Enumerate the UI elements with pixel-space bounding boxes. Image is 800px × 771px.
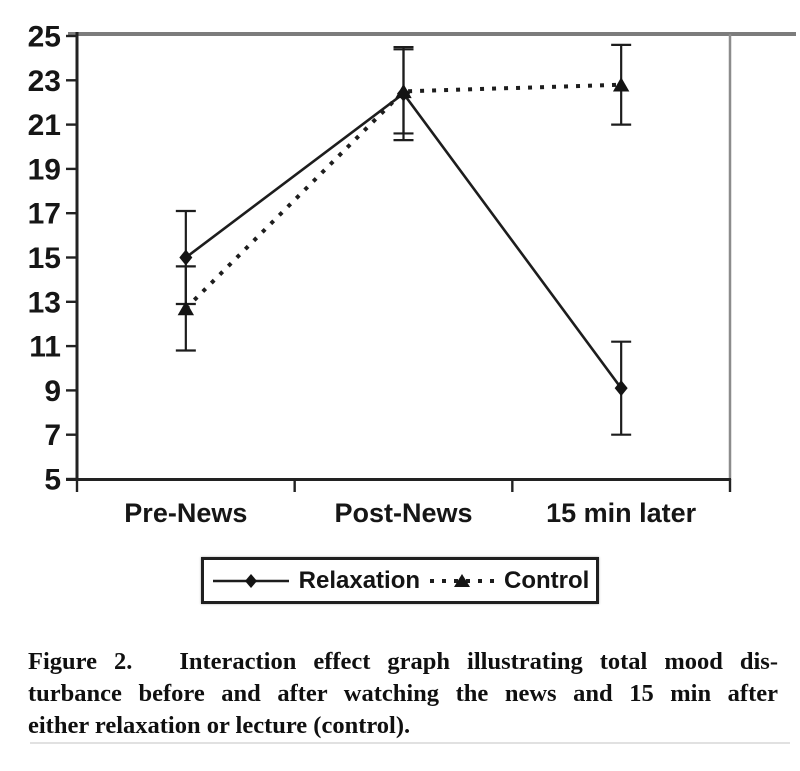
y-axis-tick-label: 5 bbox=[44, 463, 61, 497]
figure-label: Figure 2. bbox=[28, 648, 133, 675]
y-axis-tick-label: 17 bbox=[27, 197, 61, 231]
diamond-marker-icon bbox=[245, 574, 257, 588]
y-axis-tick-label: 7 bbox=[44, 419, 61, 453]
relaxation-line-sample bbox=[211, 572, 291, 590]
x-axis-label: Pre-News bbox=[124, 498, 248, 528]
scan-artifact-line bbox=[30, 742, 790, 744]
y-axis-tick-label: 11 bbox=[29, 330, 61, 364]
y-axis-tick-label: 23 bbox=[27, 64, 61, 98]
y-axis-tick-label: 21 bbox=[27, 109, 61, 143]
x-axis-label: 15 min later bbox=[546, 498, 697, 528]
y-axis-tick-label: 25 bbox=[27, 20, 61, 54]
legend-label-relaxation: Relaxation bbox=[298, 566, 421, 594]
caption-line-1-text: Interaction effect graph illustrating total mood dis- bbox=[179, 648, 779, 675]
y-axis-tick-label: 19 bbox=[27, 153, 61, 187]
legend-label-control: Control bbox=[504, 566, 590, 594]
y-axis-tick-label: 9 bbox=[44, 374, 61, 408]
caption-line-3: either relaxation or lecture (control). bbox=[28, 712, 411, 739]
caption-line-2: turbance before and after watching the news and 15 min after bbox=[28, 680, 778, 707]
caption-line-1 bbox=[28, 646, 778, 678]
control-line-sample bbox=[428, 572, 496, 590]
x-axis-label: Post-News bbox=[334, 498, 473, 528]
chart-legend bbox=[201, 557, 599, 604]
diamond-marker-icon bbox=[179, 250, 192, 266]
y-axis-tick-label: 15 bbox=[27, 242, 61, 275]
figure-caption bbox=[28, 646, 778, 742]
y-axis-tick-label: 13 bbox=[27, 286, 61, 320]
